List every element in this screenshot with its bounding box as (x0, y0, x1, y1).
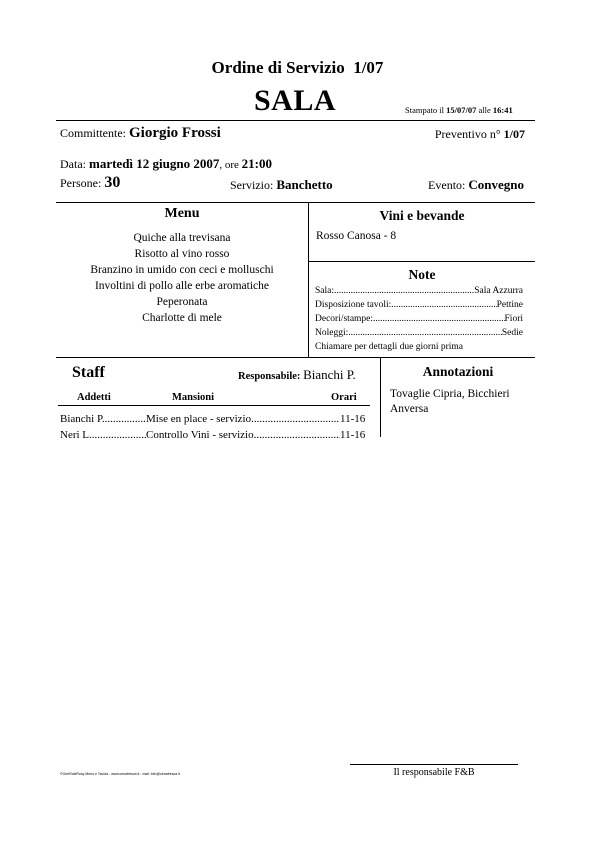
table-row (60, 427, 370, 443)
menu-item: Involtini di pollo alle erbe aromatiche (94, 280, 270, 292)
column-header-tasks: Mansioni (172, 392, 215, 403)
quote-number: 1/07 (503, 127, 525, 141)
dot-leader (348, 328, 502, 338)
menu-item: Charlotte di mele (142, 312, 222, 324)
staff-name-cell (60, 411, 146, 427)
date-value: martedì 12 giugno 2007 (89, 156, 220, 171)
responsible-value: Bianchi P. (303, 367, 356, 382)
staff-hours: 11-16 (340, 429, 366, 441)
column-header-staff: Addetti (77, 392, 111, 403)
responsible-label: Responsabile: (238, 371, 304, 382)
staff-task: Mise en place - servizio (146, 413, 252, 425)
menu-item: Peperonata (156, 296, 208, 308)
event-date-line (60, 155, 272, 173)
client-line (60, 124, 221, 142)
persons-label: Persone: (60, 176, 105, 190)
menu-item: Branzino in umido con ceci e molluschi (90, 264, 274, 276)
staff-title: Staff (72, 364, 105, 381)
quote-line (435, 127, 525, 142)
time-separator: , ore (219, 159, 242, 171)
note-row-tables (315, 300, 523, 310)
header-divider (56, 120, 535, 121)
dot-leader (391, 300, 496, 310)
signature-label: Il responsabile F&B (393, 767, 475, 778)
staff-responsible (238, 366, 356, 384)
note-row-decor (315, 314, 523, 324)
note-value: Pettine (496, 300, 523, 310)
dot-leader (373, 314, 504, 324)
wine-item: Rosso Canosa - 8 (316, 230, 397, 242)
staff-hours: 11-16 (340, 413, 366, 425)
persons-line (60, 174, 120, 192)
event-type-value: Convegno (468, 177, 524, 192)
signature-line (350, 764, 518, 765)
service-value: Banchetto (276, 177, 333, 192)
service-label: Servizio: (230, 178, 277, 192)
dot-leader (254, 427, 340, 443)
dot-leader (105, 411, 146, 427)
date-label: Data: (60, 157, 89, 171)
note-value: Sala Azzurra (474, 286, 523, 296)
menu-list (56, 230, 308, 326)
persons-value: 30 (104, 174, 121, 191)
staff-name: Bianchi P. (60, 413, 105, 425)
printed-prefix: Stampato il (405, 105, 447, 115)
printed-mid: alle (476, 105, 493, 115)
staff-divider (56, 357, 535, 358)
client-label: Committente: (60, 126, 129, 140)
menu-item: Risotto al vino rosso (134, 248, 230, 260)
staff-name-cell (60, 427, 146, 443)
note-label: Sala: (315, 286, 334, 296)
dot-leader (92, 427, 146, 443)
quote-label: Preventivo n° (434, 127, 504, 141)
annotation-line: Tovaglie Cipria, Bicchieri (390, 388, 510, 400)
note-value: Sedie (501, 328, 523, 338)
document-title: Ordine di Servizio 1/07 (211, 58, 384, 77)
service-line (230, 176, 333, 194)
annotations-title: Annotazioni (422, 364, 494, 379)
dot-leader (251, 411, 340, 427)
dot-leader (334, 286, 474, 296)
event-type-label: Evento: (428, 178, 469, 192)
staff-table (60, 411, 370, 443)
note-label: Noleggi: (315, 328, 349, 338)
staff-task-cell (146, 427, 340, 443)
wines-title: Vini e bevande (379, 208, 465, 223)
event-type-line (428, 176, 524, 194)
staff-task: Controllo Vini - servizio (146, 429, 254, 441)
column-header-hours: Orari (331, 392, 357, 403)
time-value: 21:00 (241, 156, 273, 171)
notes-title: Note (408, 267, 436, 282)
staff-task-cell (146, 411, 340, 427)
department-title: SALA (253, 84, 337, 117)
table-row (60, 411, 370, 427)
note-row-rentals (315, 328, 523, 338)
printed-date: 15/07/07 (446, 105, 477, 115)
wines-notes-divider (309, 261, 535, 262)
note-label: Decori/stampe: (315, 314, 374, 324)
annotations-text (390, 387, 530, 417)
client-name: Giorgio Frossi (129, 125, 221, 141)
note-label: Disposizione tavoli: (315, 300, 392, 310)
software-credit: ©OneRoleRosy Menu e Tavola - www.cenafresca.it - mail: info@cenafresca.it (60, 772, 180, 776)
details-divider (56, 202, 535, 203)
staff-name: Neri L. (60, 429, 92, 441)
staff-header-underline (58, 405, 370, 406)
menu-title: Menu (164, 206, 200, 221)
printed-stamp (405, 105, 513, 115)
menu-item: Quiche alla trevisana (133, 232, 231, 244)
note-value: Fiori (504, 314, 523, 324)
annotation-line: Anversa (390, 403, 429, 415)
printed-time: 16:41 (492, 105, 513, 115)
note-row-sala (315, 286, 523, 296)
notes-footer: Chiamare per dettagli due giorni prima (315, 342, 463, 352)
